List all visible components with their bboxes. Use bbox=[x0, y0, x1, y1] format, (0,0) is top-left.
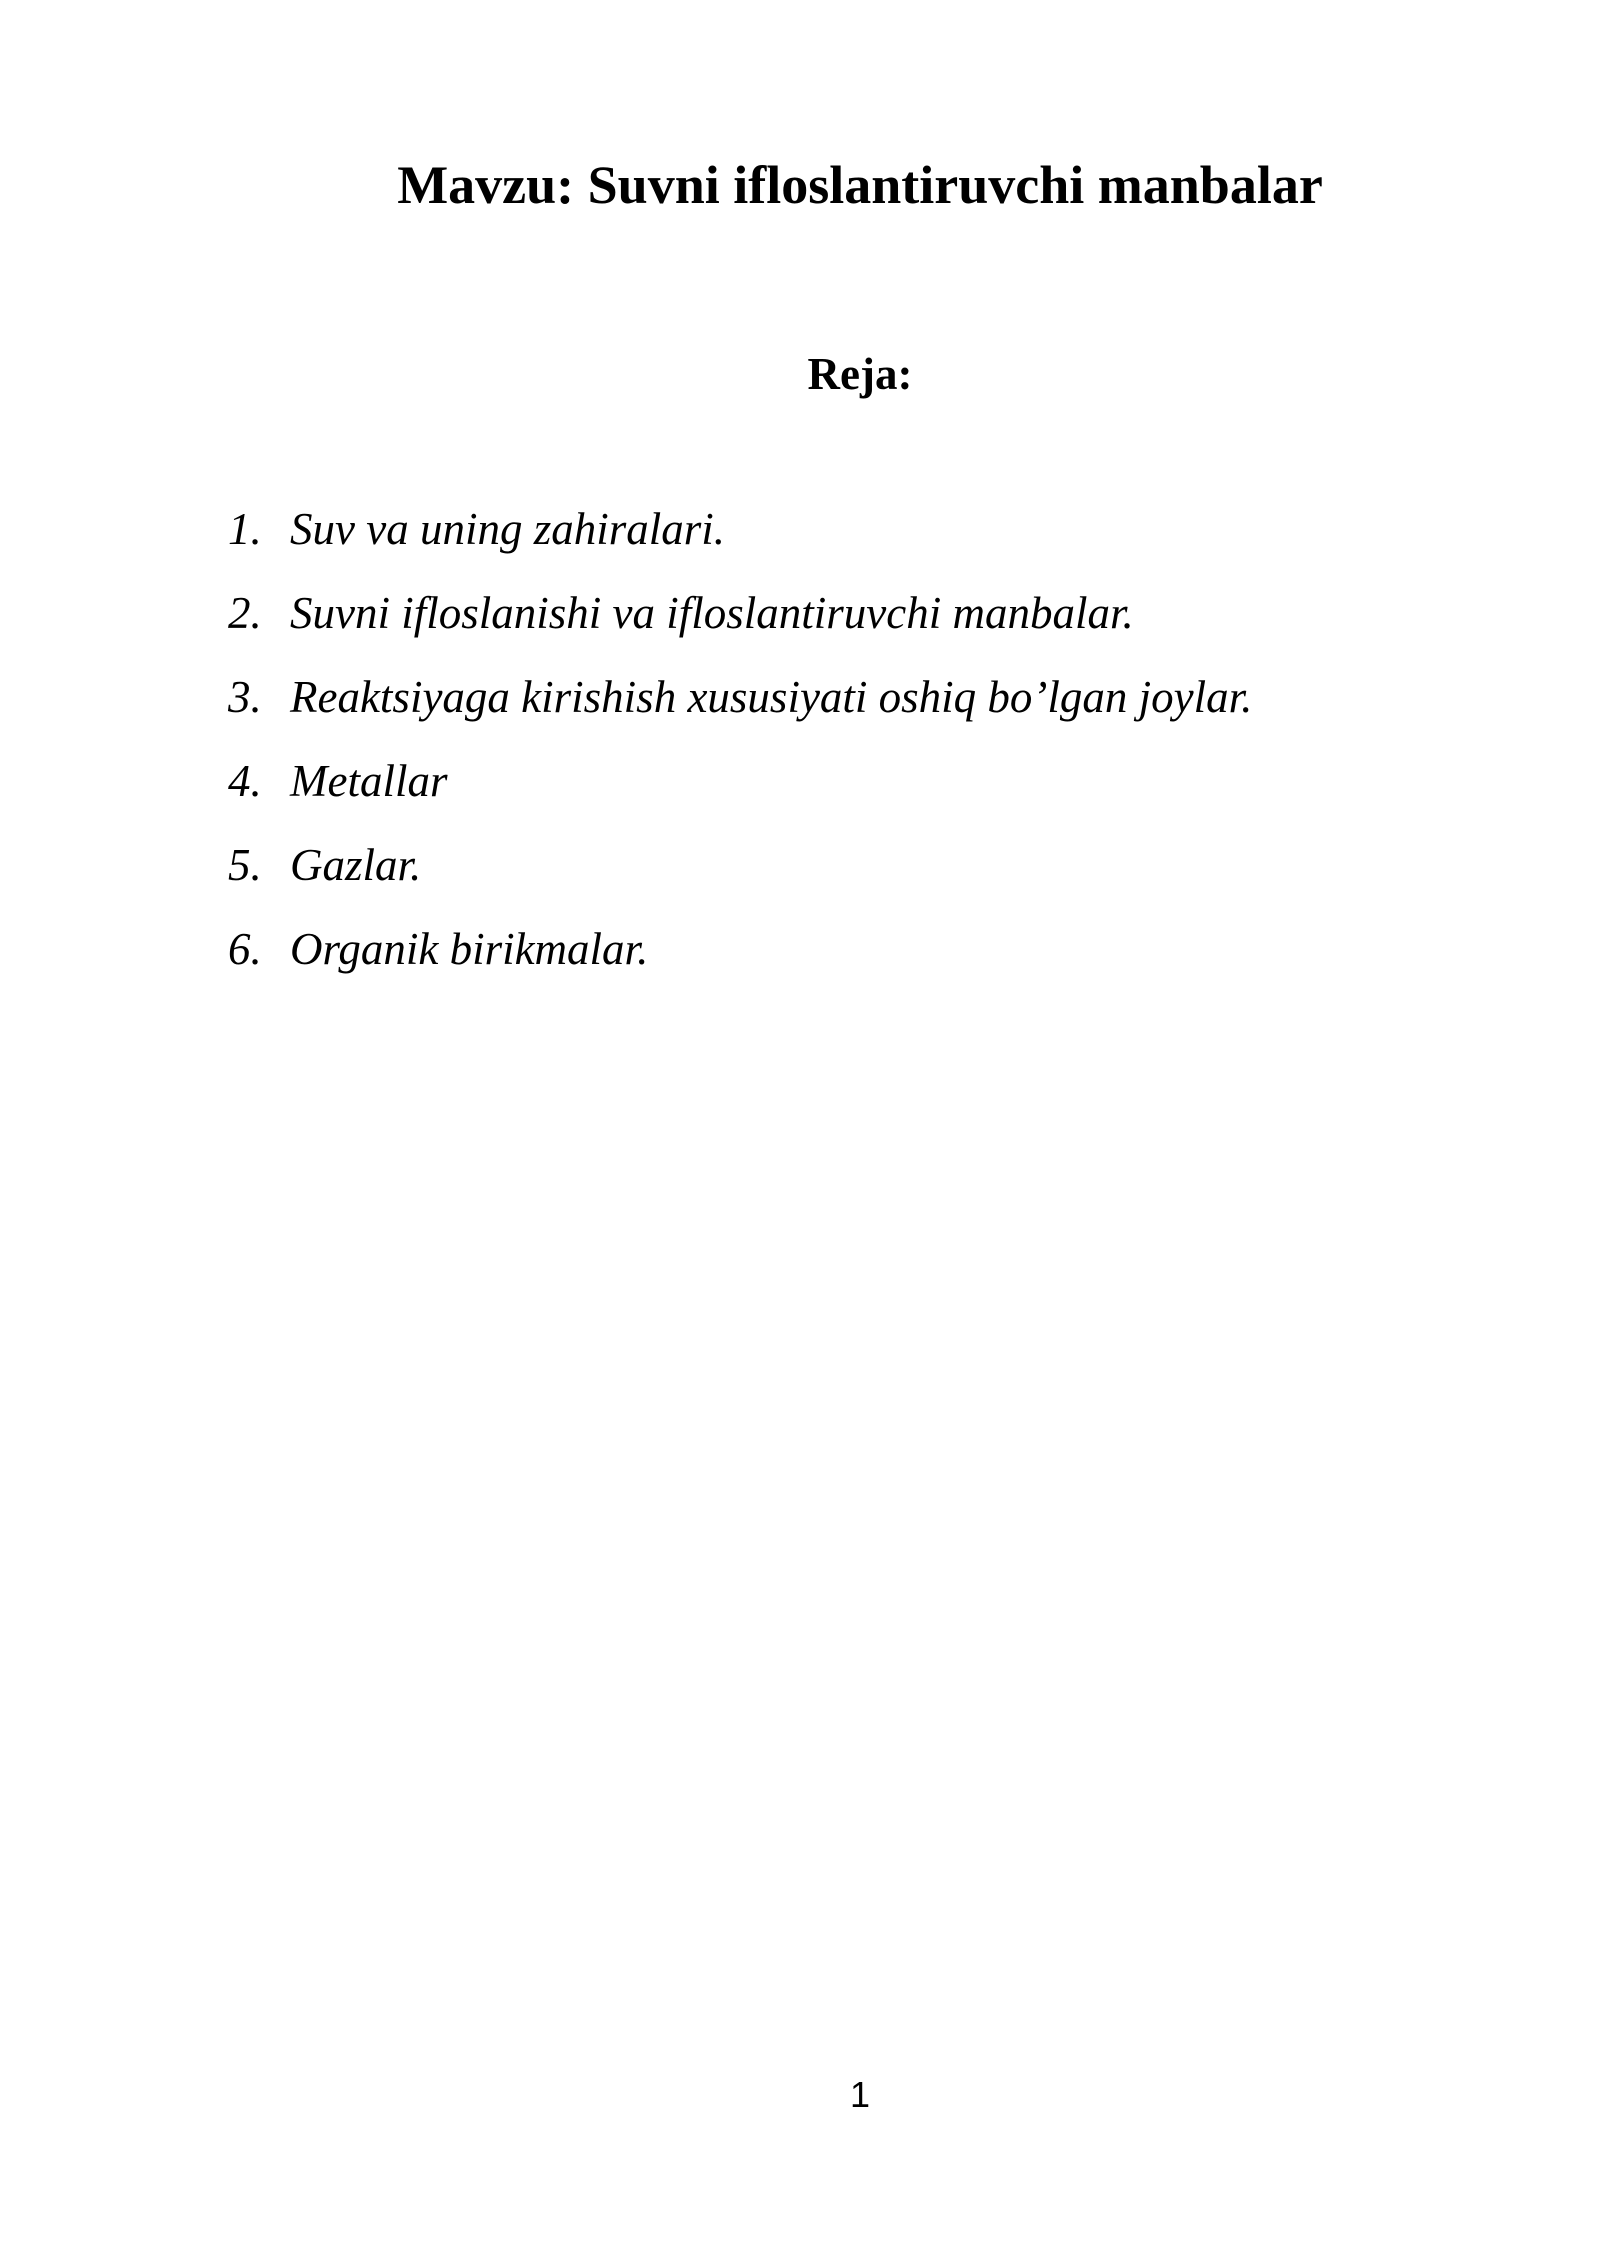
plan-item-text: Organik birikmalar. bbox=[290, 924, 649, 974]
plan-item-text: Reaktsiyaga kirishish xususiyati oshiq bo’lgan joylar. bbox=[290, 672, 1253, 722]
plan-item-number: 6. bbox=[228, 924, 262, 974]
plan-item-number: 1. bbox=[228, 504, 262, 554]
plan-item-text: Gazlar. bbox=[290, 840, 422, 890]
plan-item-text: Metallar bbox=[290, 756, 448, 806]
plan-item-number: 3. bbox=[228, 672, 262, 722]
plan-item-text: Suv va uning zahiralari. bbox=[290, 504, 725, 554]
page-number: 1 bbox=[849, 2074, 871, 2115]
plan-item-text: Suvni ifloslanishi va ifloslantiruvchi manbalar. bbox=[290, 588, 1134, 638]
page-title: Mavzu: Suvni ifloslantiruvchi manbalar bbox=[397, 155, 1323, 215]
plan-item bbox=[228, 662, 1252, 746]
plan-item bbox=[228, 830, 1252, 914]
plan-item-number: 5. bbox=[228, 840, 262, 890]
plan-item bbox=[228, 746, 1252, 830]
plan-item-number: 2. bbox=[228, 588, 262, 638]
plan-item bbox=[228, 914, 1252, 998]
plan-item bbox=[228, 578, 1252, 662]
plan-heading: Reja: bbox=[807, 349, 913, 399]
plan-item-number: 4. bbox=[228, 756, 262, 806]
plan-list bbox=[228, 494, 1252, 998]
plan-item bbox=[228, 494, 1252, 578]
